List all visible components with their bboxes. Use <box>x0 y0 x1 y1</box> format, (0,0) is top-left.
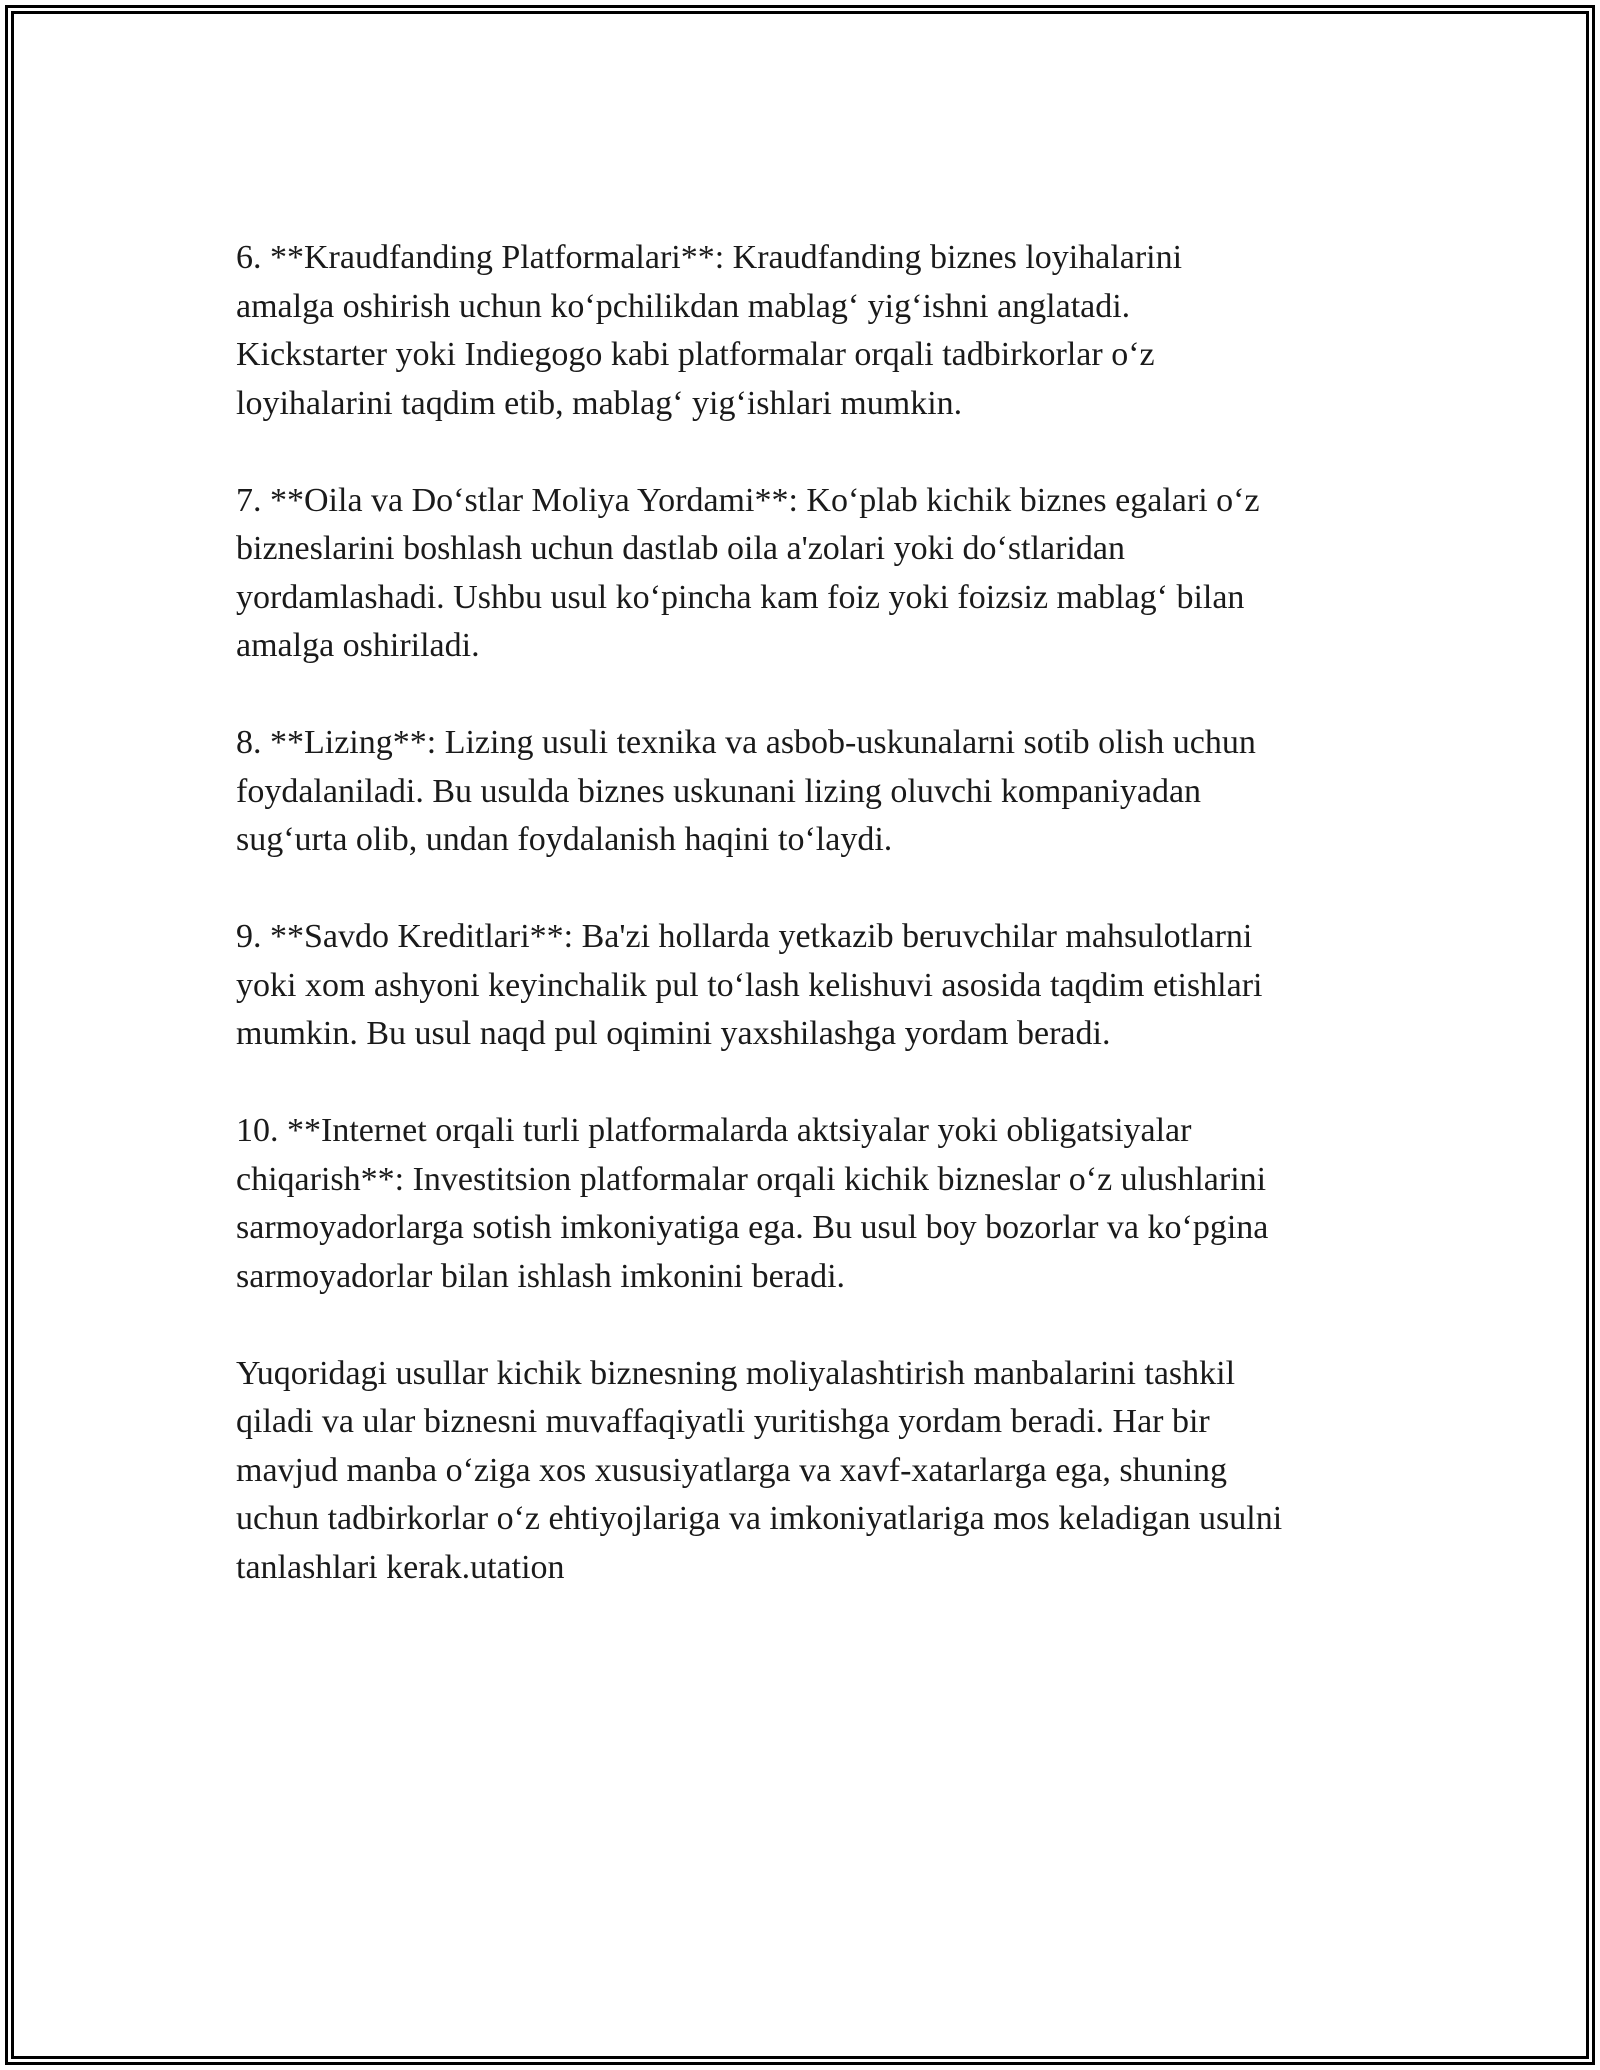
paragraph-crowdfunding: 6. **Kraudfanding Platformalari**: Kraudfanding biznes loyihalarini amalga oshirish uchun ko‘pchilikdan mablag‘ yig‘ishni anglatadi. Kickstarter yoki Indiegogo kabi platformalar orqali tadbirkorlar o‘z loyihalarini taqdim etib, mablag‘ yig‘ishlari mumkin. <box>236 239 1183 422</box>
paragraph-trade-credit: 9. **Savdo Kreditlari**: Ba'zi hollarda yetkazib beruvchilar mahsulotlarni yoki xom ashyoni keyinchalik pul to‘lash kelishuvi asosida taqdim etishlari mumkin. Bu usul naqd pul oqimini yaxshilashga yordam beradi. <box>236 918 1263 1052</box>
paragraph-internet-securities: 10. **Internet orqali turli platformalarda aktsiyalar yoki obligatsiyalar chiqarish**: Investitsion platformalar orqali kichik bizneslar o‘z ulushlarini sarmoyadorlarga sotish imkoniyatiga ega. Bu usul boy bozorlar va ko‘pgina sarmoyadorlar bilan ishlash imkonini beradi. <box>236 1112 1269 1295</box>
paragraph-conclusion: Yuqoridagi usullar kichik biznesning moliyalashtirish manbalarini tashkil qiladi va ular biznesni muvaffaqiyatli yuritishga yordam beradi. Har bir mavjud manba o‘ziga xos xususiyatlarga va xavf-xatarlarga ega, shuning uchun tadbirkorlar o‘z ehtiyojlariga va imkoniyatlariga mos keladigan usulni tanlashlari kerak.utation <box>236 1354 1283 1586</box>
paragraph-leasing: 8. **Lizing**: Lizing usuli texnika va asbob-uskunalarni sotib olish uchun foydalaniladi. Bu usulda biznes uskunani lizing oluvchi kompaniyadan sug‘urta olib, undan foydalanish haqini to‘laydi. <box>236 724 1256 858</box>
paragraph-family-friends: 7. **Oila va Do‘stlar Moliya Yordami**: Ko‘plab kichik biznes egalari o‘z bizneslarini boshlash uchun dastlab oila a'zolari yoki do‘stlaridan yordamlashadi. Ushbu usul ko‘pincha kam foiz yoki foizsiz mablag‘ bilan amalga oshiriladi. <box>236 481 1260 664</box>
document-body <box>236 234 1386 1592</box>
